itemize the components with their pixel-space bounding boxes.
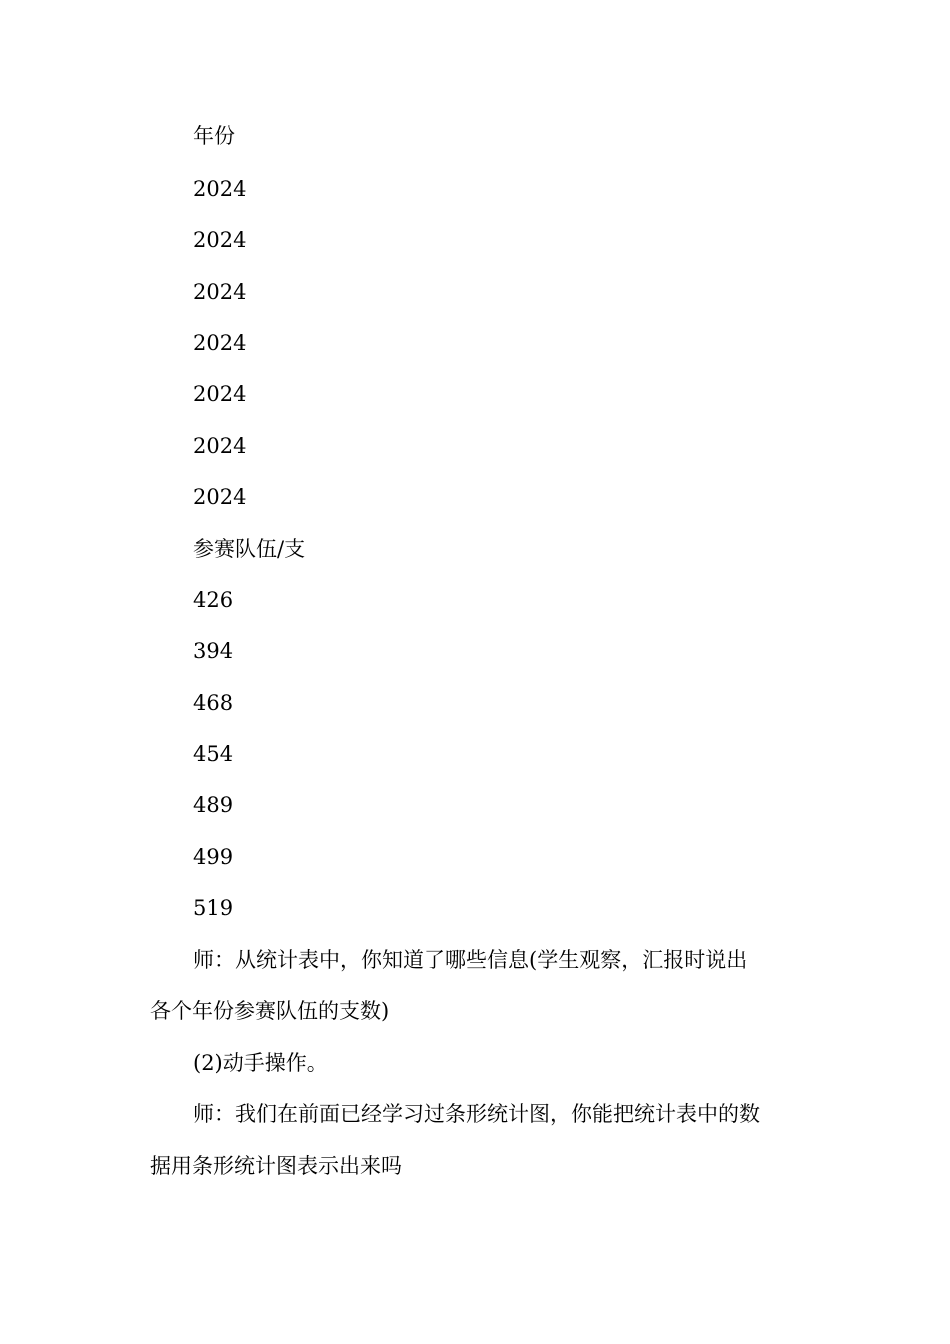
year-cell: 2024 xyxy=(193,177,247,201)
year-cell: 2024 xyxy=(193,434,247,458)
year-cell: 2024 xyxy=(193,228,247,252)
paragraph-3-line-2: 据用条形统计图表示出来吗 xyxy=(150,1154,402,1178)
teams-cell: 454 xyxy=(193,742,234,766)
teams-cell: 489 xyxy=(193,793,234,817)
year-cell: 2024 xyxy=(193,485,247,509)
teams-cell: 519 xyxy=(193,896,234,920)
year-cell: 2024 xyxy=(193,382,247,406)
paragraph-1-line-1: 师：从统计表中，你知道了哪些信息(学生观察，汇报时说出 xyxy=(193,948,748,972)
year-cell: 2024 xyxy=(193,331,247,355)
paragraph-2: (2)动手操作。 xyxy=(193,1051,328,1075)
teams-header: 参赛队伍/支 xyxy=(193,537,306,561)
paragraph-1-line-2: 各个年份参赛队伍的支数) xyxy=(150,999,390,1023)
year-header: 年份 xyxy=(193,124,235,148)
teams-cell: 499 xyxy=(193,845,234,869)
year-cell: 2024 xyxy=(193,280,247,304)
paragraph-3-line-1: 师：我们在前面已经学习过条形统计图，你能把统计表中的数 xyxy=(193,1102,760,1126)
teams-cell: 394 xyxy=(193,639,234,663)
teams-cell: 426 xyxy=(193,588,234,612)
teams-cell: 468 xyxy=(193,691,234,715)
